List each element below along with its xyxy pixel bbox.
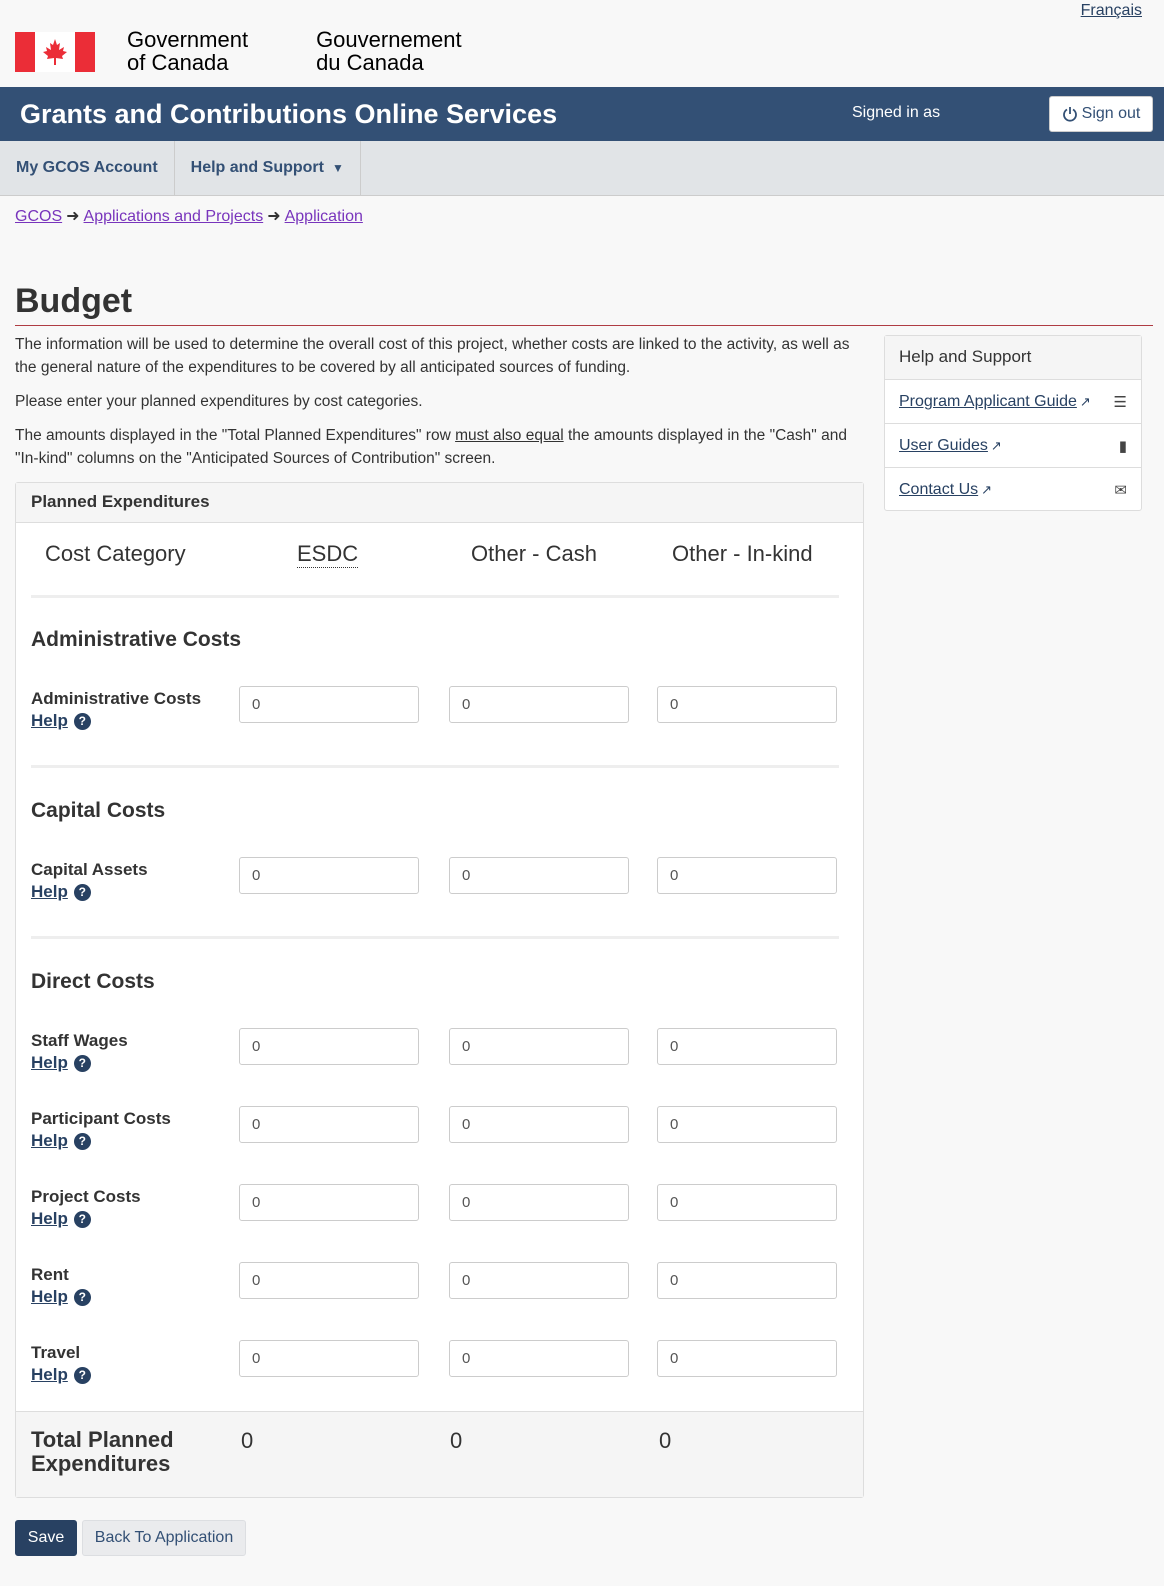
rent-other-inkind-input[interactable] xyxy=(657,1262,837,1299)
menu-my-gcos-account[interactable]: My GCOS Account xyxy=(0,141,175,195)
page-title: Budget xyxy=(15,282,133,320)
intro-paragraph-1: The information will be used to determine the overall cost of this project, whether costs are linked to the activity, as well as the general nature of the expenditures to be covered by all anticipated sources of funding. xyxy=(15,336,850,376)
row-label-administrative-costs: Administrative Costs xyxy=(31,689,202,708)
menu-help-and-support[interactable]: Help and Support ▼ xyxy=(175,141,361,195)
power-icon xyxy=(1062,106,1078,122)
section-title-direct: Direct Costs xyxy=(31,970,155,993)
administrative-costs-other-inkind-input[interactable] xyxy=(657,686,837,723)
signed-in-text: Signed in as xyxy=(852,104,941,121)
total-other-inkind-value: 0 xyxy=(659,1428,672,1453)
arrow-right-icon: ➜ xyxy=(267,208,281,225)
travel-esdc-input[interactable] xyxy=(239,1340,419,1377)
travel-other-inkind-input[interactable] xyxy=(657,1340,837,1377)
breadcrumb-applications-projects[interactable]: Applications and Projects xyxy=(83,208,264,225)
arrow-right-icon: ➜ xyxy=(66,208,80,225)
question-circle-icon: ? xyxy=(74,1367,91,1384)
staff-wages-other-cash-input[interactable] xyxy=(449,1028,629,1065)
program-applicant-guide-link[interactable]: Program Applicant Guide xyxy=(899,392,1077,410)
contact-us-link[interactable]: Contact Us xyxy=(899,481,979,498)
question-circle-icon: ? xyxy=(74,1055,91,1072)
project-costs-esdc-input[interactable] xyxy=(239,1184,419,1221)
sign-out-button[interactable]: Sign out xyxy=(1049,96,1153,132)
staff-wages-esdc-input[interactable] xyxy=(239,1028,419,1065)
column-header-other-cash: Other - Cash xyxy=(471,541,597,566)
row-label-travel: Travel xyxy=(31,1343,81,1362)
participant-costs-other-inkind-input[interactable] xyxy=(657,1106,837,1143)
sidebar-heading: Help and Support xyxy=(885,336,1141,380)
column-header-esdc[interactable]: ESDC xyxy=(297,541,359,566)
row-label-project-costs: Project Costs xyxy=(31,1187,141,1206)
intro-paragraph-2: Please enter your planned expenditures by cost categories. xyxy=(15,393,423,410)
sidebar-item-user-guides[interactable] xyxy=(885,424,1141,468)
question-circle-icon: ? xyxy=(74,1133,91,1150)
chevron-down-icon: ▼ xyxy=(331,161,344,175)
question-circle-icon: ? xyxy=(74,1211,91,1228)
help-support-sidebar xyxy=(884,335,1142,511)
total-label: Total Planned Expenditures xyxy=(31,1427,174,1476)
panel-heading: Planned Expenditures xyxy=(16,483,863,523)
help-link-project-costs[interactable]: Help ? xyxy=(31,1209,91,1229)
question-circle-icon: ? xyxy=(74,884,91,901)
title-divider xyxy=(15,325,1153,326)
external-link-icon: ↗ xyxy=(1079,393,1091,409)
envelope-icon: ✉ xyxy=(1114,482,1127,499)
app-title[interactable]: Grants and Contributions Online Services xyxy=(20,99,558,129)
travel-other-cash-input[interactable] xyxy=(449,1340,629,1377)
rent-other-cash-input[interactable] xyxy=(449,1262,629,1299)
breadcrumb xyxy=(15,206,363,226)
planned-expenditures-panel xyxy=(15,482,864,1498)
row-label-rent: Rent xyxy=(31,1265,69,1284)
section-divider xyxy=(31,765,839,768)
help-link-rent[interactable]: Help ? xyxy=(31,1287,91,1307)
section-divider xyxy=(31,595,839,598)
section-title-capital: Capital Costs xyxy=(31,799,166,822)
participant-costs-esdc-input[interactable] xyxy=(239,1106,419,1143)
column-header-other-inkind: Other - In-kind xyxy=(672,541,813,566)
external-link-icon: ↗ xyxy=(981,482,993,497)
sidebar-item-contact-us[interactable] xyxy=(885,468,1141,512)
row-label-staff-wages: Staff Wages xyxy=(31,1031,128,1050)
staff-wages-other-inkind-input[interactable] xyxy=(657,1028,837,1065)
save-button[interactable]: Save xyxy=(15,1520,77,1556)
section-title-administrative: Administrative Costs xyxy=(31,628,242,651)
rent-esdc-input[interactable] xyxy=(239,1262,419,1299)
intro-text xyxy=(15,333,865,481)
language-toggle-link[interactable]: Français xyxy=(1080,2,1142,19)
question-circle-icon: ? xyxy=(74,713,91,730)
project-costs-other-inkind-input[interactable] xyxy=(657,1184,837,1221)
capital-assets-esdc-input[interactable] xyxy=(239,857,419,894)
help-link-travel[interactable]: Help ? xyxy=(31,1365,91,1385)
user-guides-link[interactable]: User Guides xyxy=(899,436,988,454)
government-signature xyxy=(15,28,530,78)
total-planned-expenditures-row xyxy=(16,1411,863,1497)
project-costs-other-cash-input[interactable] xyxy=(449,1184,629,1221)
canada-flag-icon xyxy=(15,32,95,72)
question-circle-icon: ? xyxy=(74,1289,91,1306)
participant-costs-other-cash-input[interactable] xyxy=(449,1106,629,1143)
administrative-costs-other-cash-input[interactable] xyxy=(449,686,629,723)
column-header-cost-category: Cost Category xyxy=(45,541,186,566)
section-divider xyxy=(31,936,839,939)
help-link-capital-assets[interactable]: Help ? xyxy=(31,882,91,902)
external-link-icon: ↗ xyxy=(990,437,1002,453)
help-link-participant-costs[interactable]: Help ? xyxy=(31,1131,91,1151)
list-icon: ☰ xyxy=(1113,393,1127,411)
capital-assets-other-inkind-input[interactable] xyxy=(657,857,837,894)
capital-assets-other-cash-input[interactable] xyxy=(449,857,629,894)
sidebar-item-program-applicant-guide[interactable] xyxy=(885,380,1141,424)
main-menu xyxy=(0,141,1164,196)
help-link-administrative-costs[interactable]: Help ? xyxy=(31,711,91,731)
total-other-cash-value: 0 xyxy=(450,1428,463,1453)
gov-name-en: Government of Canada xyxy=(127,27,249,75)
book-icon: ▮ xyxy=(1118,437,1127,455)
row-label-participant-costs: Participant Costs xyxy=(31,1109,171,1128)
row-label-capital-assets: Capital Assets xyxy=(31,860,148,879)
app-banner xyxy=(0,87,1164,141)
help-link-staff-wages[interactable]: Help ? xyxy=(31,1053,91,1073)
gov-name-fr: Gouvernement du Canada xyxy=(316,27,462,75)
intro-paragraph-3: The amounts displayed in the "Total Planned Expenditures" row must also equal the amounts displayed in the "Cash" and "In-kind" columns on the "Anticipated Sources of Contribution" screen. xyxy=(15,427,847,467)
total-esdc-value: 0 xyxy=(241,1428,254,1453)
back-to-application-button[interactable]: Back To Application xyxy=(82,1520,246,1556)
breadcrumb-gcos[interactable]: GCOS xyxy=(15,208,63,225)
breadcrumb-application[interactable]: Application xyxy=(284,208,363,225)
administrative-costs-esdc-input[interactable] xyxy=(239,686,419,723)
